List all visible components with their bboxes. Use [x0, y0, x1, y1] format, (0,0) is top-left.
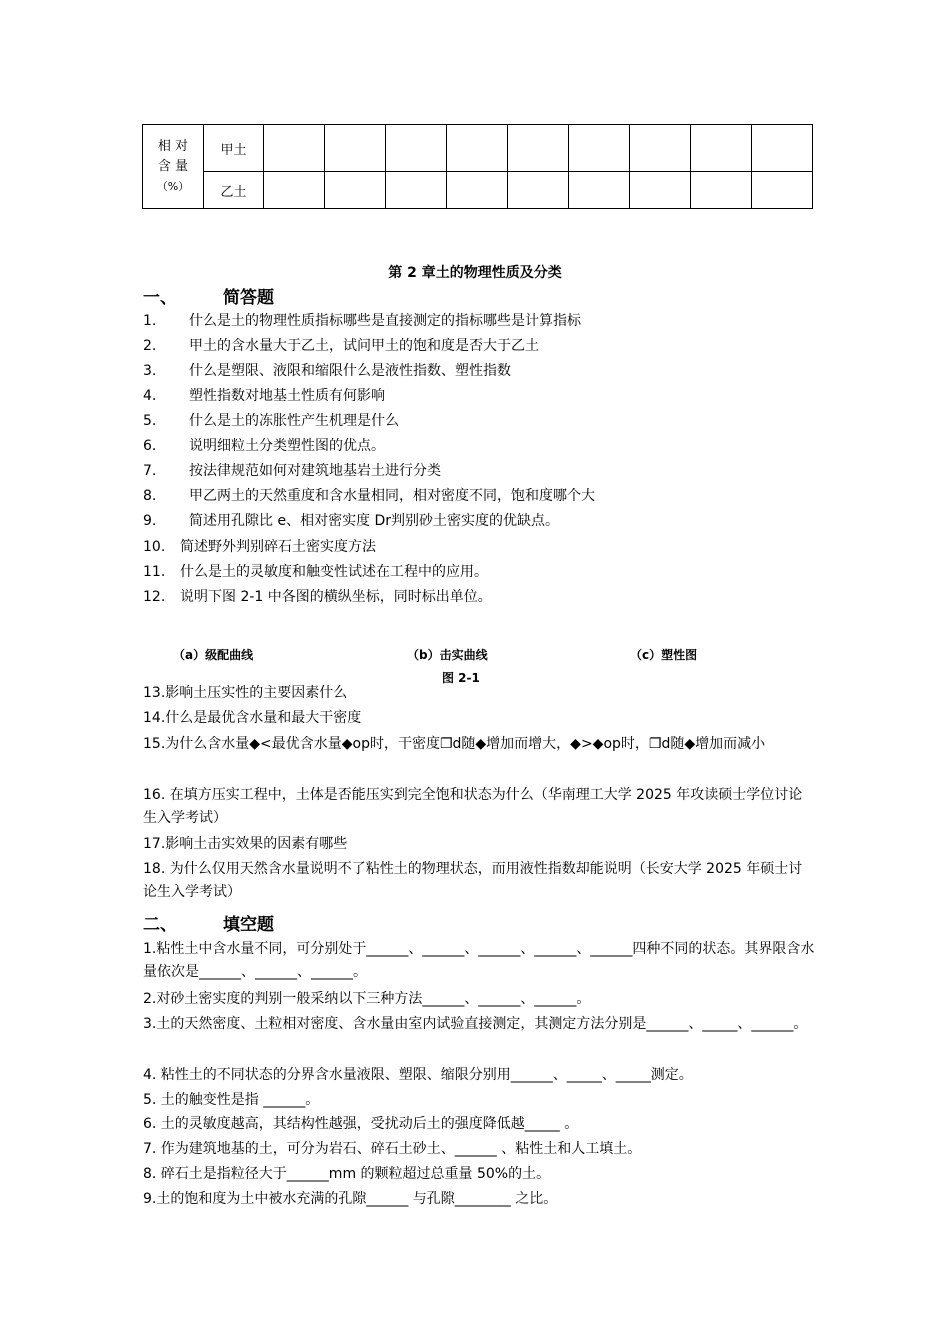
- header-line: 相 对: [157, 138, 189, 154]
- question-item: 2. 甲土的含水量大于乙土，试问甲土的饱和度是否大于乙土: [143, 338, 539, 354]
- fill-item: 3.土的天然密度、土粒相对密度、含水量由室内试验直接测定，其测定方法分别是______、_____、______。: [143, 1016, 808, 1032]
- table-cell: [508, 125, 569, 172]
- caption-compaction-curve: （b）击实曲线: [407, 648, 488, 662]
- fill-item: 7. 作为建筑地基的土，可分为岩石、碎石土砂土、______ 、粘性土和人工填土。: [143, 1141, 642, 1157]
- question-item: 3. 什么是塑限、液限和缩限什么是液性指数、塑性指数: [143, 363, 511, 379]
- row-label-soil-a: 甲土: [204, 125, 264, 172]
- table-cell: [630, 125, 691, 172]
- table-cell: [386, 125, 447, 172]
- fill-item: 1.粘性土中含水量不同，可分别处于______、______、______、______、______四种不同的状态。其界限含水量依次是______、______、______。: [143, 941, 815, 980]
- table-cell: [447, 172, 508, 209]
- section-heading-short-answer: [143, 283, 274, 308]
- table-cell: [691, 172, 752, 209]
- table-cell: [264, 125, 325, 172]
- question-item: 18. 为什么仅用天然含水量说明不了粘性土的物理状态，而用液性指数却能说明（长安大学 2025 年硕士讨论生入学考试）: [143, 861, 803, 900]
- question-item: 12. 说明下图 2-1 中各图的横纵坐标，同时标出单位。: [143, 589, 492, 605]
- chapter-title: 第 2 章土的物理性质及分类: [388, 265, 562, 281]
- fill-item: 5. 土的触变性是指 ______。: [143, 1092, 320, 1108]
- table-cell: [752, 125, 813, 172]
- table-cell: [264, 172, 325, 209]
- section-title: 简答题: [223, 288, 274, 308]
- table-row: [143, 172, 813, 209]
- caption-grading-curve: （a）级配曲线: [173, 648, 254, 662]
- question-item: 17.影响土击实效果的因素有哪些: [143, 836, 348, 852]
- header-line: （%）: [156, 179, 190, 193]
- content-table: [142, 124, 813, 209]
- table-cell: [752, 172, 813, 209]
- fill-item: 8. 碎石土是指粒径大于______mm 的颗粒超过总重量 50%的土。: [143, 1166, 551, 1182]
- relative-content-header: [143, 125, 204, 209]
- table-cell: [569, 172, 630, 209]
- section-number: 二、: [143, 915, 177, 935]
- question-item: 6. 说明细粒土分类塑性图的优点。: [143, 438, 385, 454]
- table-cell: [325, 125, 386, 172]
- question-item: 9. 简述用孔隙比 e、相对密实度 Dr判别砂土密实度的优缺点。: [143, 513, 560, 529]
- question-item: 1. 什么是土的物理性质指标哪些是直接测定的指标哪些是计算指标: [143, 313, 581, 329]
- table-cell: [386, 172, 447, 209]
- caption-plasticity-chart: （c）塑性图: [630, 648, 698, 662]
- section-title: 填空题: [223, 915, 274, 935]
- table-cell: [630, 172, 691, 209]
- question-item: 8. 甲乙两土的天然重度和含水量相同，相对密度不同，饱和度哪个大: [143, 488, 595, 504]
- question-item: 16. 在填方压实工程中，土体是否能压实到完全饱和状态为什么（华南理工大学 2025 年攻读硕士学位讨论生入学考试）: [143, 787, 803, 826]
- table-cell: [569, 125, 630, 172]
- table-row: [143, 125, 813, 172]
- question-item: 15.为什么含水量◆<最优含水量◆op时，干密度❐d随◆增加而增大，◆>◆op时，❐d随◆增加而减小: [143, 736, 766, 752]
- question-item: 7. 按法律规范如何对建筑地基岩土进行分类: [143, 463, 441, 479]
- figure-label: 图 2-1: [442, 671, 480, 685]
- question-item: 10. 简述野外判别碎石土密实度方法: [143, 539, 376, 555]
- fill-item: 6. 土的灵敏度越高，其结构性越强，受扰动后土的强度降低越_____ 。: [143, 1116, 579, 1132]
- question-item: 14.什么是最优含水量和最大干密度: [143, 710, 362, 726]
- question-item: 13.影响土压实性的主要因素什么: [143, 685, 348, 701]
- table-cell: [447, 125, 508, 172]
- fill-item: 9.土的饱和度为土中被水充满的孔隙______ 与孔隙________ 之比。: [143, 1191, 558, 1207]
- fill-item: 2.对砂土密实度的判别一般采纳以下三种方法______、______、______。: [143, 991, 591, 1007]
- fill-item: 4. 粘性土的不同状态的分界含水量液限、塑限、缩限分别用______、_____、_____测定。: [143, 1067, 693, 1083]
- section-heading-fill-blank: [143, 910, 274, 935]
- section-number: 一、: [143, 288, 177, 308]
- question-item: 4. 塑性指数对地基土性质有何影响: [143, 388, 385, 404]
- header-line: 含 量: [157, 158, 189, 174]
- question-item: 11. 什么是土的灵敏度和触变性试述在工程中的应用。: [143, 564, 488, 580]
- table-cell: [325, 172, 386, 209]
- question-item: 5. 什么是土的冻胀性产生机理是什么: [143, 413, 399, 429]
- table-cell: [691, 125, 752, 172]
- table-cell: [508, 172, 569, 209]
- row-label-soil-b: 乙土: [204, 172, 264, 209]
